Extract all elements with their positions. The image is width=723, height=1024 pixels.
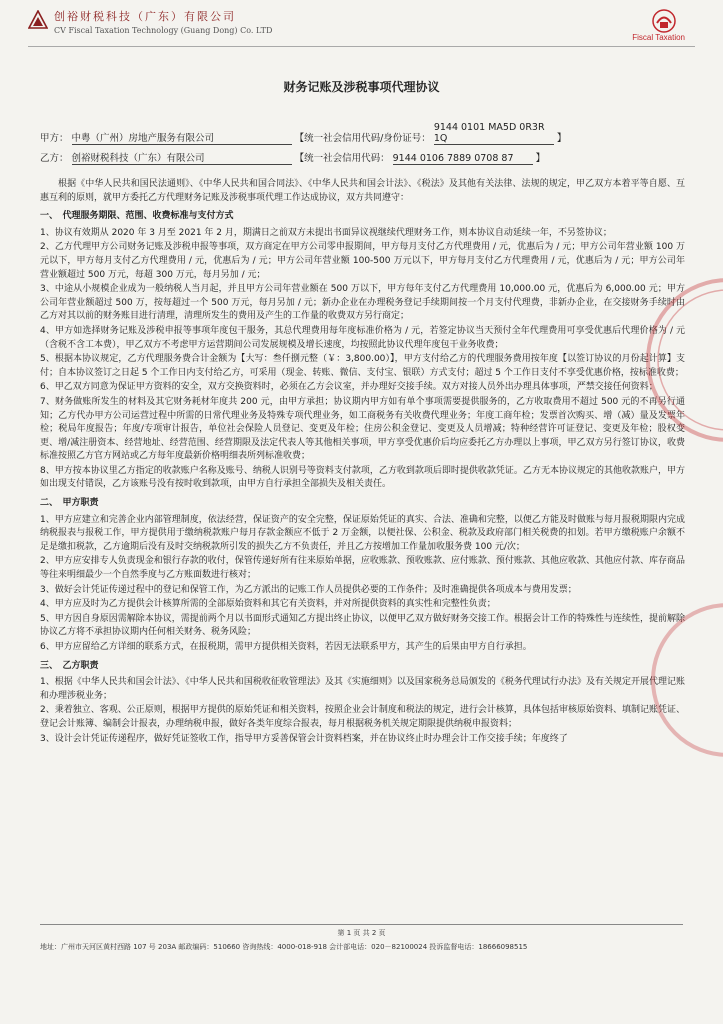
section-1-item: 7、财务做账所发生的材料及其它财务耗材年度共 200 元，由甲方承担；协议期内甲方如有单个事项需要提供服务的，乙方收取费用不超过 500 元的不再另行通知；乙方代办甲方公司运营过程中所需的日常代理业务及特殊专项代理业务，如工商税务有关收费代理业务；年度工商年检；发票首次购买、增（减）量及发票年检；税局年度报告；年度/专项审计报告，单位社会保险人员登记、变更及年检；住房公积金登记、变更及人员增减；特种经营许可证登记、变更及年检；股权变更、增/减注册资本、经营地址、经营范围、经营期限及法定代表人等其他相关事项，甲方享受优惠价后均应委托乙方办理以上事项，甲乙双方另行签订协议，收费标准按照乙方官方网站或乙方每年度最新价格明细表所列标准收费；	[40, 396, 685, 462]
section-1-item: 1、协议有效期从 2020 年 3 月至 2021 年 2 月，期满日之前双方未提出书面异议视继续代理财务工作，则本协议自动延续一年，不另签协议；	[40, 227, 612, 238]
section-1-item: 2、乙方代理甲方公司财务记账及涉税申报等事项，双方商定在甲方公司零申报期间，甲方每月支付乙方代理费用 / 元，优惠后为 / 元；甲方公司年营业额 100 万元以下，甲方每月支付乙方代理费用 / 元，优惠后为 / 元；甲方公司年营业额 100-500 万元以下，甲方每月支付乙方代理费用 / 元，优惠后为 / 元；甲方公司年营业额超过 500 万元，每超 300 万元，每月另加 / 元；	[40, 242, 685, 280]
letterhead	[28, 8, 695, 47]
company-logo-icon	[28, 10, 48, 30]
section-1-item: 8、甲方按本协议里乙方指定的收款账户名称及账号、纳税人识别号等资料支付款项，乙方收到款项后即时提供收款凭证。乙方无本协议规定的其他收款账户，甲方如出现支付错误，乙方该账号没有按时收到款项，由甲方自行承担全部损失及相关责任。	[40, 465, 685, 490]
section-1-item: 5、根据本协议规定，乙方代理服务费合计金额为【大写：叁仟捌元整（￥：3,800.00）】，甲方支付给乙方的代理服务费用按年度【以签订协议的月份起计算】支付；自本协议签订之日起 5 个工作日内支付给乙方，可采用（现金、转账、微信、支付宝、银联）方式支付；超过 5 个工作日支付不享受优惠价格，按标准收费；	[40, 354, 685, 378]
section-2-item: 3、做好会计凭证传递过程中的登记和保管工作，为乙方派出的记账工作人员提供必要的工作条件；及时准确提供各项成本与费用发票；	[40, 584, 577, 595]
section-3-item: 1、根据《中华人民共和国会计法》、《中华人民共和国税收征收管理法》及其《实施细则》以及国家税务总局颁发的《税务代理试行办法》及有关规定开展代理记账和办理涉税业务；	[40, 677, 685, 701]
party-b-line	[40, 150, 545, 165]
brand-text: Fiscal Taxation	[632, 33, 685, 42]
party-a-label: 甲方：	[40, 133, 69, 144]
party-b-code: 9144 0106 7889 0708 87	[393, 153, 533, 165]
company-seal-stamp-icon	[633, 230, 723, 490]
section-1-item: 4、甲方如选择财务记账及涉税申报等事项年度包干服务，其总代理费用每年度标准价格为 / 元，若签定协议当天预付全年代理费用可享受优惠后代理价格为 / 元（含税不含工本费），甲乙双方不考虑甲方运营期间公司发展规模及增长速度，均按照此协议代理年度包干业务收费；	[40, 325, 685, 350]
section-2-item: 4、甲方应及时为乙方提供会计核算所需的全部原始资料和其它有关资料，并对所提供资料的真实性和完整性负责；	[40, 599, 496, 610]
intro-paragraph: 根据《中华人民共和国民法通则》、《中华人民共和国合同法》、《中华人民共和国会计法》、《税法》及其他有关法律、法规的规定，甲乙双方本着平等自愿、互惠互利的原则，就甲方委托乙方代理财务记账及涉税事项代理工作达成协议，双方共同遵守：	[40, 179, 685, 203]
party-b-name: 创裕财税科技（广东）有限公司	[72, 150, 292, 165]
section-3-heading: 三、 乙方职责	[40, 660, 99, 671]
party-a-code-end: 】	[556, 133, 567, 144]
company-name-cn: 创裕财税科技（广东）有限公司	[54, 10, 236, 23]
party-b-label: 乙方：	[40, 153, 69, 164]
page-number: 第 1 页 共 2 页	[337, 929, 386, 937]
party-a-code-label: 【统一社会信用代码/身份证号：	[294, 133, 431, 144]
section-2-heading: 二、 甲方职责	[40, 498, 99, 509]
section-1-item: 3、中途从小规模企业成为一般纳税人当月起，并且甲方公司年营业额在 500 万以下，甲方每年支付乙方代理费用 10,000.00 元，优惠后为 6,000.00 元；甲方公司年营业额超过 500 万，按每超过一个 500 万元，每月另加 / 元；新办企业在办理税务登记手续期间按一个月支付代理费，非新办企业，在交接财务手续时由乙方对其以前的财务账目进行清理，清理所发生的费用及产生的工作量的收费双方另行商定；	[40, 284, 685, 322]
section-2-item: 5、甲方因自身原因需解除本协议，需提前两个月以书面形式通知乙方提出终止协议，以便甲乙双方做好财务交接工作。根据会计工作的特殊性与连续性，提前解除协议乙方将不承担协议期内任何相关财务、税务风险；	[40, 613, 685, 638]
footer-rule	[40, 924, 683, 925]
company-seal-stamp-icon	[633, 580, 723, 780]
party-a-line	[40, 122, 566, 145]
section-1-heading: 一、 代理服务期限、范围、收费标准与支付方式	[40, 211, 234, 222]
section-2-item: 2、甲方应安排专人负责现金和银行存款的收付，保管传递好所有往来原始单据，应收账款、预收账款、应付账款、预付账款、其他应收款、其他应付款、库存商品等往来明细最少一个自然季度与乙方账面数进行核对；	[40, 556, 685, 581]
footer-address: 地址：广州市天河区黄村西路 107 号 203A 邮政编码：510660 咨询热线：4000-018-918 会计部电话：020－82100024 投诉监督电话：18666098515	[40, 943, 528, 951]
company-name-en: CV Fiscal Taxation Technology (Guang Dong) Co. LTD	[54, 26, 273, 35]
document-title: 财务记账及涉税事项代理协议	[283, 80, 440, 94]
section-2-item: 6、甲方应留给乙方详细的联系方式，在报税期，需甲方提供相关资料，若因无法联系甲方，其产生的后果由甲方自行承担。	[40, 642, 532, 652]
party-b-code-label: 【统一社会信用代码：	[294, 153, 390, 164]
agreement-body	[40, 178, 685, 747]
party-b-code-end: 】	[535, 153, 546, 164]
party-a-name: 中粤（广州）房地产服务有限公司	[72, 130, 292, 145]
section-3-item: 2、秉着独立、客观、公正原则，根据甲方提供的原始凭证和相关资料，按照企业会计制度和税法的规定，进行会计核算，具体包括审核原始资料、填制记账凭证、登记会计账簿、编制会计报表，办理纳税申报，做好各类年度综合报表，每月根据税务机关规定期限提供纳税申报资料；	[40, 705, 685, 729]
section-1-item: 6、甲乙双方同意为保证甲方资料的安全，双方交换资料时，必须在乙方会议室，并办理好交接手续。双方对接人员外出办理具体事项，严禁交接任何资料；	[40, 382, 658, 393]
section-3-item: 3、设计会计凭证传递程序，做好凭证签收工作，指导甲方妥善保管会计资料档案，并在协议终止时办理会计工作交接手续；年度终了	[40, 733, 568, 744]
party-a-code: 9144 0101 MA5D 0R3R 1Q	[434, 122, 554, 145]
section-2-item: 1、甲方应建立和完善企业内部管理制度，依法经营，保证资产的安全完整，保证原始凭证的真实、合法、准确和完整，以便乙方能及时做账与每月报税期限内完成纳税报表与报税工作，甲方提供用于缴纳税款账户每月存款金额应不低于 2 万金额，以便社保、公积金、税款及政府部门相关税费的扣划。若甲方缴税账户余额不足是缴扣税款，乙方逾期后没有及时交纳税款所引发的损失乙方不负责任，并且乙方按增加工作量加收服务费 100 元/次；	[40, 514, 685, 552]
fiscal-taxation-logo-icon	[651, 8, 677, 34]
